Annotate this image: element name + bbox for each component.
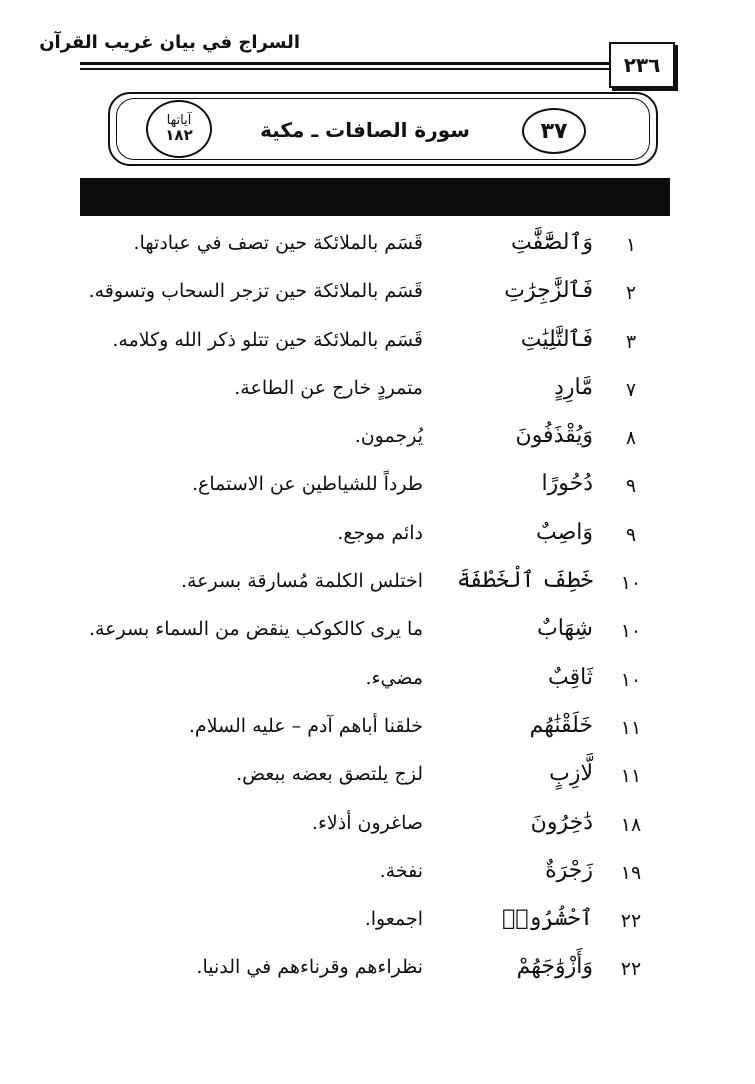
- word-meaning: قَسَم بالملائكة حين تتلو ذكر الله وكلامه.: [112, 328, 423, 351]
- word-meaning: ما يرى كالكوكب ينقض من السماء بسرعة.: [88, 618, 423, 641]
- verse-number: ٧: [625, 378, 637, 401]
- verse-number: ٩: [625, 475, 637, 498]
- word-meaning: نفخة.: [379, 859, 423, 882]
- surah-number: ٣٧: [522, 108, 586, 154]
- verses-count-badge: [146, 100, 212, 158]
- verse-number: ٣: [625, 330, 637, 353]
- word-meaning: خلقنا أباهم آدم – عليه السلام.: [188, 714, 423, 737]
- quran-word: شِهَابٌ: [537, 616, 593, 642]
- word-meaning: مضيء.: [365, 666, 423, 689]
- quran-word: فَٱلتَّٰلِيَٰتِ: [520, 326, 593, 352]
- glossary-entry: [0, 709, 755, 757]
- header-rule-thick: [80, 62, 615, 65]
- word-meaning: دائم موجع.: [337, 521, 423, 544]
- word-meaning: متمردٍ خارج عن الطاعة.: [234, 376, 423, 399]
- glossary-entry: [0, 564, 755, 612]
- quran-word: لَّازِبٍ: [549, 761, 593, 787]
- quran-word: ثَاقِبٌ: [548, 664, 593, 690]
- verse-number: ١١: [620, 716, 642, 739]
- glossary-entry: [0, 902, 755, 950]
- page-number: ٢٣٦: [609, 42, 675, 88]
- word-meaning: صاغرون أذلاء.: [311, 811, 423, 834]
- word-meaning: قَسَم بالملائكة حين تصف في عبادتها.: [133, 232, 423, 254]
- quran-word: زَجْرَةٌ: [545, 857, 593, 883]
- verse-number: ٩: [625, 523, 637, 546]
- verses-label: آياتها: [166, 113, 192, 129]
- verse-number: ١٩: [620, 861, 642, 884]
- quran-word: مَّارِدٍ: [554, 374, 593, 400]
- glossary-entry: [0, 516, 755, 564]
- verse-number: ١: [625, 234, 637, 256]
- verse-number: ٨: [625, 427, 637, 450]
- quran-word: دَٰخِرُونَ: [530, 809, 593, 835]
- verses-count: ١٨٢: [165, 125, 193, 144]
- surah-title: سورة الصافات ـ مكية: [260, 118, 470, 142]
- verse-number: ١٠: [620, 620, 642, 643]
- quran-word: فَٱلزَّٰجِرَٰتِ: [504, 278, 593, 304]
- verse-number: ١٠: [620, 572, 642, 595]
- word-meaning: يُرجمون.: [354, 425, 423, 448]
- glossary-entry: [0, 323, 755, 371]
- glossary-entry: [0, 854, 755, 902]
- quran-word: ٱحْشُرُوا۟: [502, 906, 593, 932]
- word-meaning: اجمعوا.: [364, 908, 423, 931]
- glossary-list: [0, 226, 755, 999]
- verse-number: ١٠: [620, 668, 642, 691]
- quran-word: وَيُقْذَفُونَ: [515, 423, 593, 449]
- glossary-entry: [0, 806, 755, 854]
- glossary-entry: [0, 467, 755, 515]
- glossary-entry: [0, 274, 755, 322]
- quran-word: وَاصِبٌ: [535, 519, 593, 545]
- quran-word: وَأَزْوَٰجَهُمْ: [516, 954, 593, 980]
- header-rule-thin: [80, 68, 615, 70]
- verse-number: ١١: [620, 765, 642, 788]
- verse-number: ٢٢: [620, 910, 642, 933]
- glossary-entry: [0, 419, 755, 467]
- word-meaning: طرداً للشياطين عن الاستماع.: [191, 473, 423, 496]
- glossary-entry: [0, 612, 755, 660]
- word-meaning: نظراءهم وقرناءهم في الدنيا.: [196, 956, 423, 979]
- word-meaning: قَسَم بالملائكة حين تزجر السحاب وتسوقه.: [88, 280, 423, 303]
- word-meaning: اختلس الكلمة مُسارقة بسرعة.: [180, 570, 423, 593]
- section-divider-bar: [80, 178, 670, 216]
- verse-number: ٢: [625, 282, 637, 305]
- glossary-entry: [0, 950, 755, 998]
- quran-word: وَٱلصَّٰٓفَّٰتِ: [510, 230, 593, 255]
- verse-number: ١٨: [620, 813, 642, 836]
- book-title: السراج في بيان غريب القرآن: [39, 32, 300, 53]
- word-meaning: لزج يلتصق بعضه ببعض.: [236, 763, 423, 786]
- glossary-entry: [0, 371, 755, 419]
- glossary-entry: [0, 757, 755, 805]
- page-header: [0, 0, 755, 100]
- glossary-entry: [0, 226, 755, 274]
- glossary-entry: [0, 661, 755, 709]
- verse-number: ٢٢: [620, 958, 642, 981]
- quran-word: خَلَقْنَٰهُم: [529, 712, 593, 738]
- quran-word: دُحُورًا: [541, 471, 593, 497]
- quran-word: خَطِفَ ٱلْخَطْفَةَ: [457, 568, 593, 594]
